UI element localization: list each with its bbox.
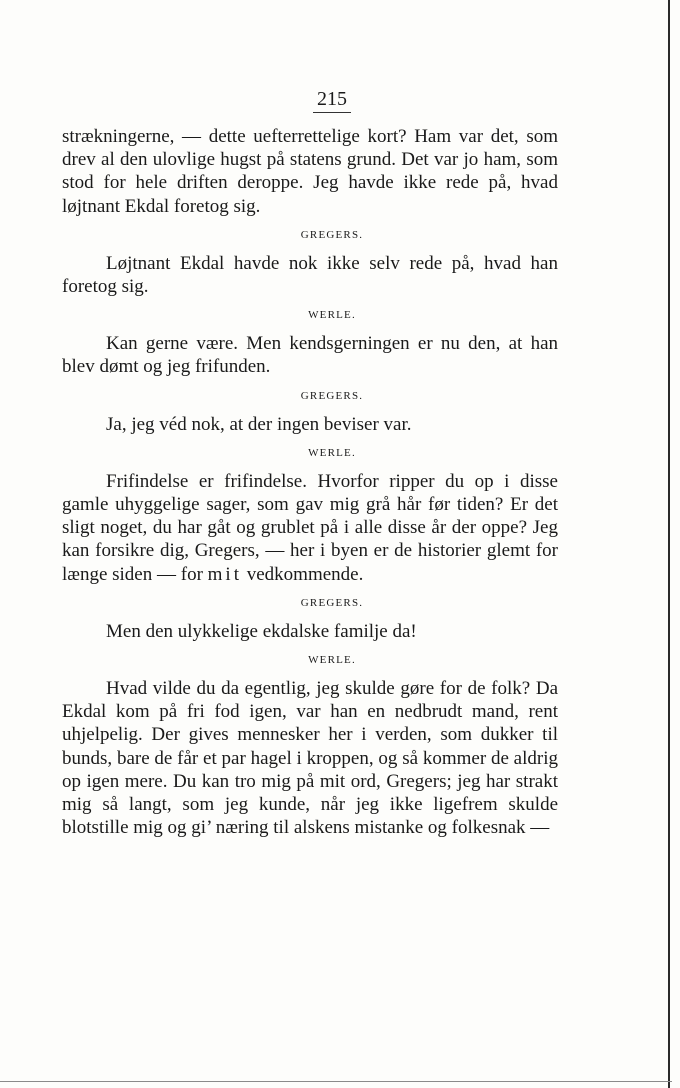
speaker-label: GREGERS. [300, 228, 364, 241]
page-edge-right [668, 0, 670, 1088]
paragraph: Løjtnant Ekdal havde nok ikke selv rede på, hvad han foretog sig. [62, 252, 558, 298]
paragraph: Ja, jeg véd nok, at der ingen beviser var. [106, 413, 412, 435]
page-edge-bottom [0, 1081, 672, 1082]
speaker-label: GREGERS. [300, 596, 364, 609]
paragraph-text: Frifindelse er frifindelse. Hvorfor ripper du op i disse gamle uhyggelige sager, som gav mig grå hår før tiden? Er det sligt noget, du har gåt og grublet på i alle disse år der oppe? Jeg kan forsikre dig, Gregers, — her i byen er de historier glemt for længe siden — for [62, 470, 558, 585]
page-number [62, 88, 558, 113]
text-block [62, 88, 558, 839]
emphasized-word: mit [207, 563, 242, 585]
paragraph: Kan gerne være. Men kendsgerningen er nu den, at han blev dømt og jeg frifunden. [62, 333, 558, 378]
paragraph: Hvad vilde du da egentlig, jeg skulde gøre for de folk? Da Ekdal kom på fri fod igen, var han en nedbrudt mand, rent uhjelpelig. Der gives mennesker her i verden, som dukker til bunds, bare de får et par hagel i kroppen, og så kommer de aldrig op igen mere. Du kan tro mig på mit ord, Gregers; jeg har strakt mig så langt, som jeg kunde, når jeg ikke ligefrem skulde blotstille mig og gi’ næring til alskens mistanke og folkesnak — [62, 678, 558, 839]
speaker-label: WERLE. [308, 446, 356, 459]
paragraph: strækningerne, — dette uefterrettelige kort? Ham var det, som drev al den ulovlige hugst på statens grund. Det var jo ham, som stod for hele driften deroppe. Jeg havde ikke rede på, hvad løjtnant Ekdal foretog sig. [62, 126, 558, 217]
paragraph: Men den ulykkelige ekdalske familje da! [106, 620, 417, 642]
speaker-label: WERLE. [308, 654, 356, 667]
paragraph-text: vedkommende. [242, 563, 364, 585]
page-number-text: 215 [313, 88, 351, 113]
speaker-label: WERLE. [308, 309, 356, 322]
paragraph [62, 470, 558, 586]
speaker-label: GREGERS. [300, 389, 364, 402]
